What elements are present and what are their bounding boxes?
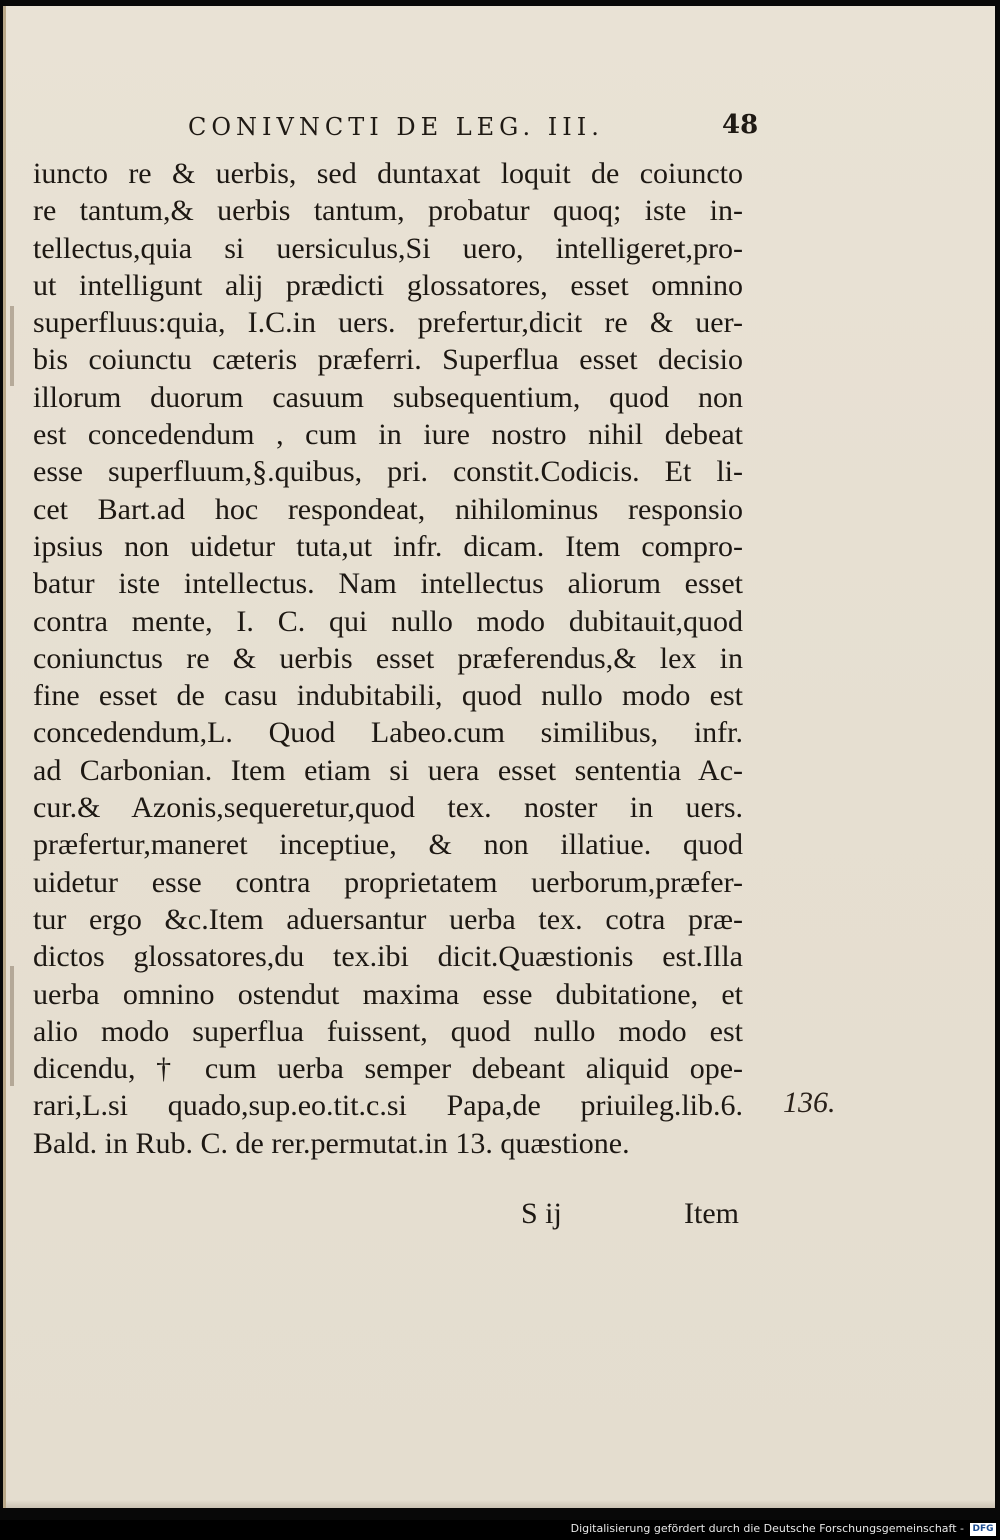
text-line: iuncto re & uerbis, sed duntaxat loquit de coiuncto [33,157,743,190]
funding-credit: Digitalisierung gefördert durch die Deutsche Forschungsgemeinschaft - [570,1522,964,1535]
text-line: batur iste intellectus. Nam intellectus aliorum esset [33,567,743,601]
text-line: tur ergo &c.Item aduersantur uerba tex. cotra præ- [33,902,743,936]
running-title: CONIVNCTI DE LEG. III. [188,113,604,141]
text-line: coniunctus re & uerbis esset præferendus,& lex in [33,641,743,675]
page-edge-shadow [10,966,14,1086]
margin-note: 136. [783,1086,836,1119]
text-line: dicendu, † cum uerba semper debeant aliquid ope- [33,1052,743,1086]
signature-catchword-line [521,1197,739,1231]
text-line: bis coiunctu cæteris præferri. Superflua esset decisio [33,343,743,377]
text-line: illorum duorum casuum subsequentium, quod non [33,380,743,414]
text-line: ad Carbonian. Item etiam si uera esset sententia Ac- [33,753,743,787]
text-line: dictos glossatores,du tex.ibi dicit.Quæstionis est.Illa [33,940,743,974]
signature-mark: S ij [521,1197,562,1230]
text-line: re tantum,& uerbis tantum, probatur quoq; iste in- [33,194,743,228]
body-text-block [33,155,743,1162]
text-line: alio modo superflua fuissent, quod nullo modo est [33,1014,743,1048]
text-line: uerba omnino ostendut maxima esse dubitatione, et [33,977,743,1011]
text-line: concedendum,L. Quod Labeo.cum similibus, infr. [33,716,743,750]
text-line: præfertur,maneret inceptiue, & non illatiue. quod [33,828,743,862]
text-line: uidetur esse contra proprietatem uerborum,præfer- [33,865,743,899]
text-line: ipsius non uidetur tuta,ut infr. dicam. Item compro- [33,529,743,563]
catchword: Item [684,1197,739,1230]
dfg-logo: DFG [970,1523,996,1536]
text-line: cur.& Azonis,sequeretur,quod tex. noster in uers. [33,791,743,825]
text-line: cet Bart.ad hoc respondeat, nihilominus responsio [33,492,743,526]
text-line: esse superfluum,§.quibus, pri. constit.Codicis. Et li- [33,455,743,489]
text-line: rari,L.si quado,sup.eo.tit.c.si Papa,de priuileg.lib.6. [33,1089,743,1123]
page-edge-shadow [10,306,14,386]
folio-number: 48 [722,110,759,140]
text-line: Bald. in Rub. C. de rer.permutat.in 13. quæstione. [33,1126,630,1160]
text-line: fine esset de casu indubitabili, quod nullo modo est [33,679,743,713]
text-line: superfluus:quia, I.C.in uers. prefertur,dicit re & uer- [33,306,743,340]
text-line: contra mente, I. C. qui nullo modo dubitauit,quod [33,604,743,638]
text-line: est concedendum , cum in iure nostro nihil debeat [33,418,743,452]
text-line: ut intelligunt alij prædicti glossatores, esset omnino [33,268,743,302]
text-line: tellectus,quia si uersiculus,Si uero, intelligeret,pro- [33,231,743,265]
